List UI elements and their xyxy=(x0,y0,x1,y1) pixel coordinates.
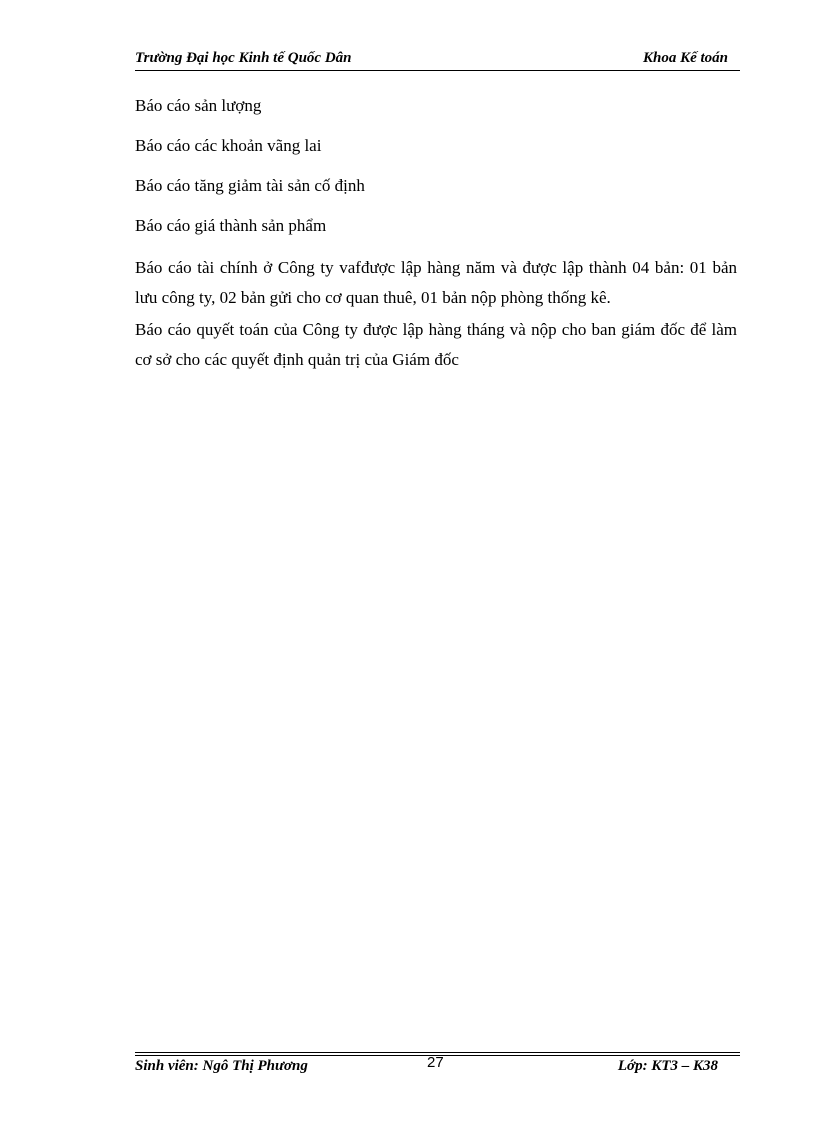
footer-rule-top xyxy=(135,1052,740,1053)
paragraph-output-report: Báo cáo sản lượng xyxy=(135,96,262,115)
footer-student-name: Sinh viên: Ngô Thị Phương xyxy=(135,1058,308,1074)
paragraph-financial-report: Báo cáo tài chính ở Công ty vafđược lập hàng năm và được lập thành 04 bản: 01 bản lưu công ty, 02 bản gửi cho cơ quan thuê, 01 bản nộp phòng thống kê. xyxy=(135,258,737,307)
page-footer xyxy=(135,1052,740,1082)
paragraph-fixed-assets-report: Báo cáo tăng giảm tài sản cố định xyxy=(135,176,365,195)
paragraph-settlement-report: Báo cáo quyết toán của Công ty được lập hàng tháng và nộp cho ban giám đốc để làm cơ sở cho các quyết định quản trị của Giám đốc xyxy=(135,320,737,369)
page-number: 27 xyxy=(427,1054,444,1071)
header-school: Trường Đại học Kinh tế Quốc Dân xyxy=(135,50,352,66)
footer-class: Lớp: KT3 – K38 xyxy=(617,1058,718,1074)
paragraph-cost-report: Báo cáo giá thành sản phẩm xyxy=(135,216,327,235)
page-header xyxy=(135,48,740,71)
header-department: Khoa Kế toán xyxy=(642,50,728,66)
document-body xyxy=(135,93,737,377)
paragraph-current-accounts-report: Báo cáo các khoản vãng lai xyxy=(135,136,322,155)
